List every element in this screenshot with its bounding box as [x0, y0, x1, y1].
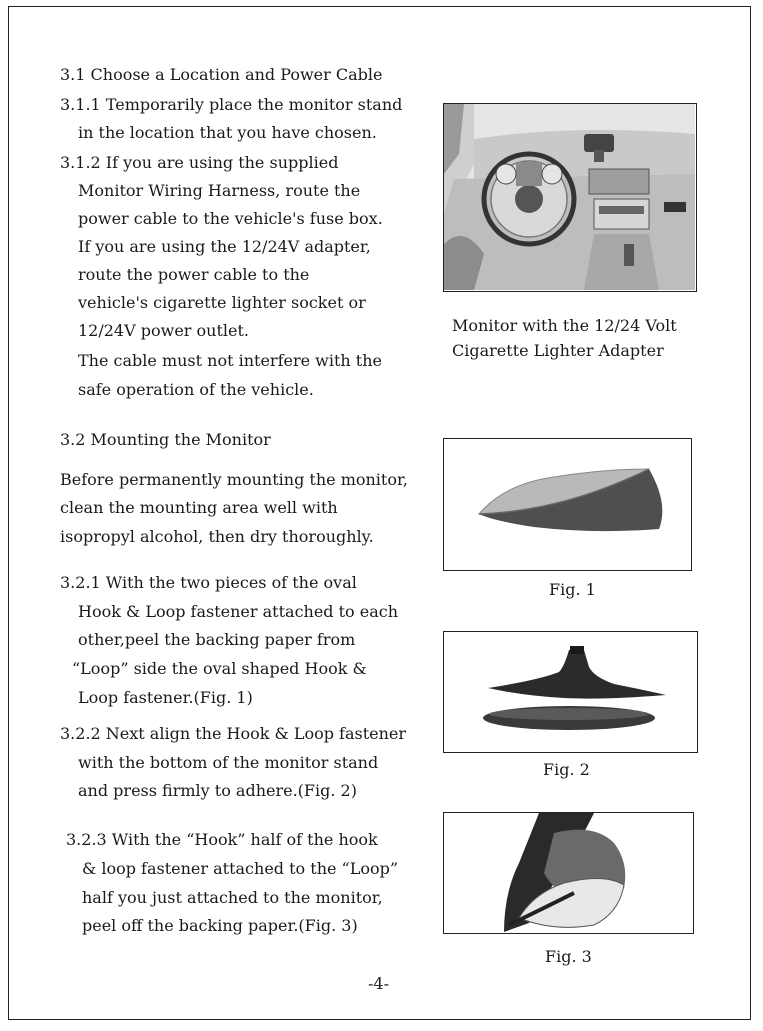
step-3-2-3-line: 3.2.3 With the “Hook” half of the hook [66, 830, 378, 849]
intro-line: Before permanently mounting the monitor, [60, 470, 408, 489]
step-3-2-1-line: Hook & Loop fastener attached to each [78, 602, 399, 621]
car-figure-caption-line: Monitor with the 12/24 Volt [452, 316, 677, 335]
step-3-2-3-line: & loop fastener attached to the “Loop” [82, 859, 399, 878]
step-3-1-2-line: The cable must not interfere with the [78, 351, 382, 370]
step-3-2-1-line: Loop fastener.(Fig. 1) [78, 688, 253, 707]
step-3-1-2-line: If you are using the 12/24V adapter, [78, 237, 371, 256]
step-3-2-1-line: other,peel the backing paper from [78, 630, 356, 649]
fig-2-image [443, 631, 698, 753]
step-3-2-3-line: half you just attached to the monitor, [82, 888, 383, 907]
step-3-2-1-line: “Loop” side the oval shaped Hook & [72, 659, 367, 678]
car-figure-caption-line: Cigarette Lighter Adapter [452, 341, 664, 360]
section-3-1-heading: 3.1 Choose a Location and Power Cable [60, 65, 383, 84]
step-3-1-2-line: safe operation of the vehicle. [78, 380, 314, 399]
step-3-2-2-line: with the bottom of the monitor stand [78, 753, 379, 772]
fig-3-caption: Fig. 3 [545, 947, 592, 966]
step-3-2-2-line: 3.2.2 Next align the Hook & Loop fastener [60, 724, 407, 743]
fig-1-image [443, 438, 692, 571]
step-3-1-2-line: vehicle's cigarette lighter socket or [78, 293, 366, 312]
intro-line: clean the mounting area well with [60, 498, 338, 517]
step-3-2-3-line: peel off the backing paper.(Fig. 3) [82, 916, 358, 935]
fig-3-image [443, 812, 694, 934]
step-3-1-2-line: 12/24V power outlet. [78, 321, 249, 340]
fig-1-caption: Fig. 1 [549, 580, 596, 599]
page-number: -4- [368, 974, 389, 993]
step-3-1-1-line: in the location that you have chosen. [78, 123, 377, 142]
step-3-1-2-line: 3.1.2 If you are using the supplied [60, 153, 339, 172]
intro-line: isopropyl alcohol, then dry thoroughly. [60, 527, 374, 546]
step-3-2-1-line: 3.2.1 With the two pieces of the oval [60, 573, 357, 592]
fig-2-caption: Fig. 2 [543, 760, 590, 779]
section-3-2-heading: 3.2 Mounting the Monitor [60, 430, 271, 449]
step-3-1-2-line: Monitor Wiring Harness, route the [78, 181, 361, 200]
step-3-1-1-line: 3.1.1 Temporarily place the monitor stand [60, 95, 403, 114]
step-3-1-2-line: route the power cable to the [78, 265, 310, 284]
step-3-2-2-line: and press firmly to adhere.(Fig. 2) [78, 781, 357, 800]
car-interior-figure [443, 103, 697, 292]
step-3-1-2-line: power cable to the vehicle's fuse box. [78, 209, 383, 228]
